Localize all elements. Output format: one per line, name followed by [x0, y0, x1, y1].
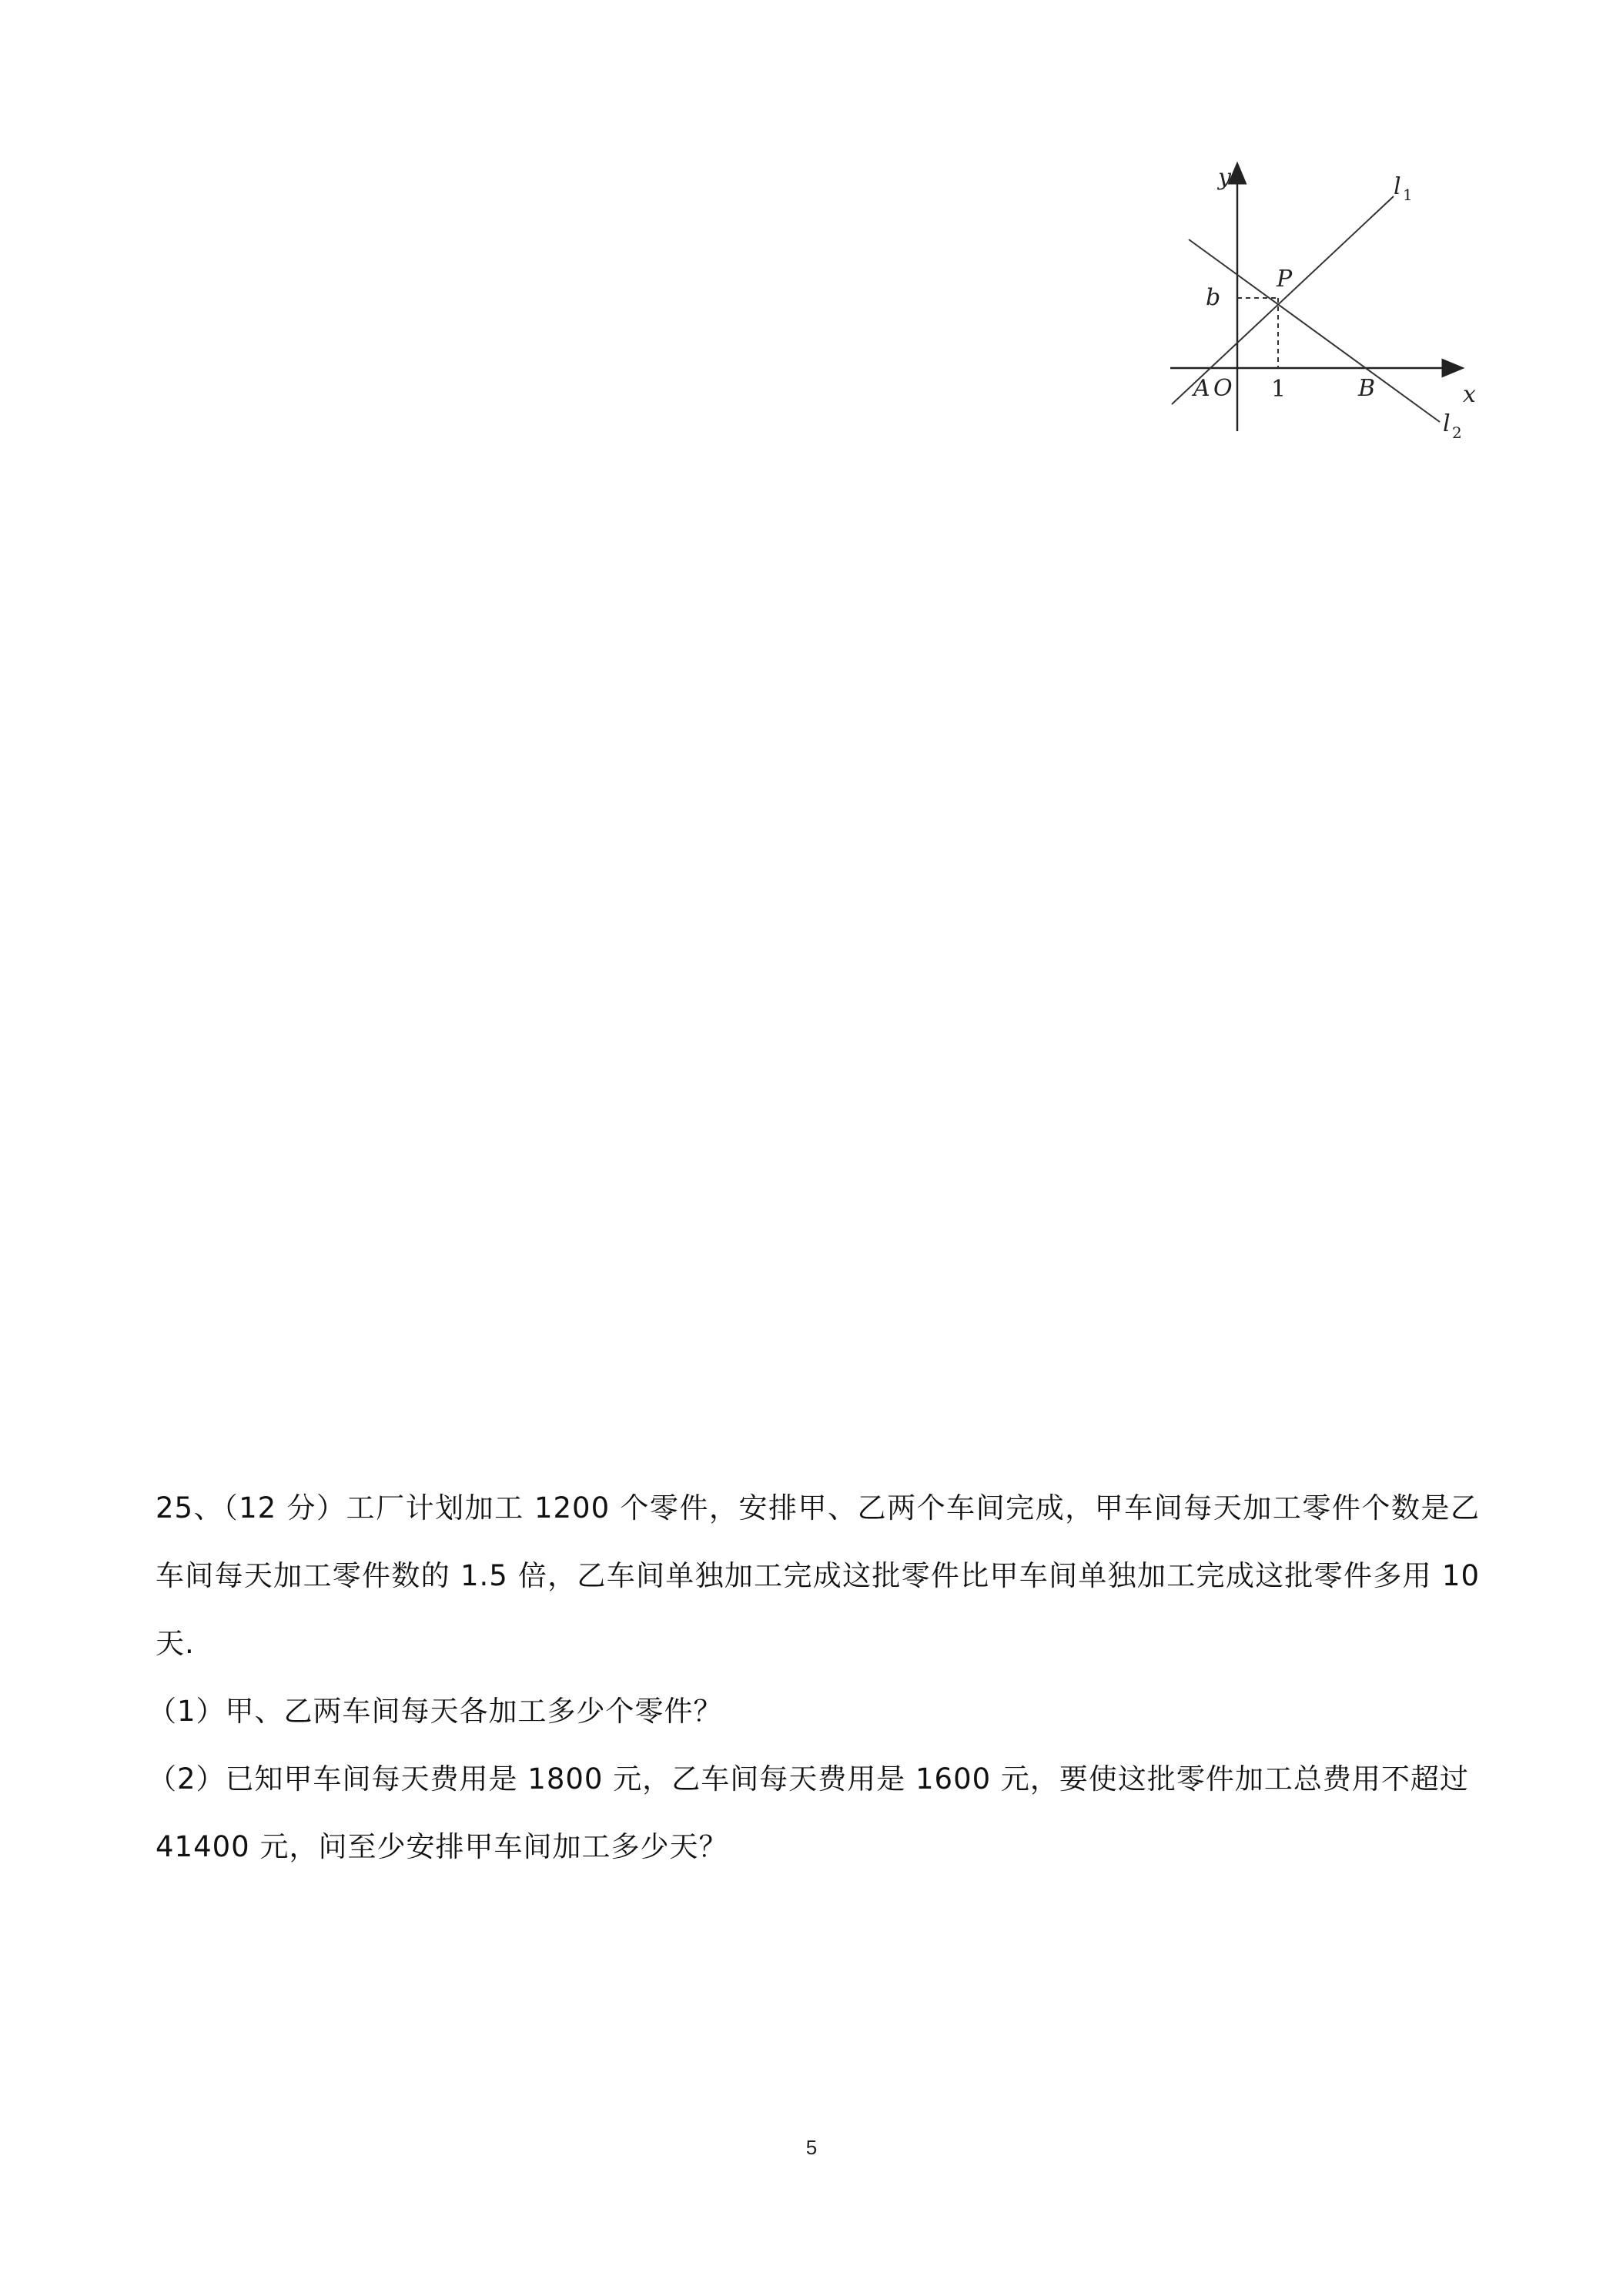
origin-label: O — [1213, 375, 1233, 402]
tick-one-label: 1 — [1271, 376, 1287, 403]
line1-label: l — [1394, 173, 1401, 200]
question-1: （1）甲、乙两车间每天各加工多少个零件？ — [148, 1695, 723, 1728]
line2-subscript: 2 — [1452, 423, 1462, 442]
page-number: 5 — [805, 2136, 818, 2159]
y-axis-label: y — [1218, 164, 1231, 191]
problem-stem: 25、（12 分）工厂计划加工 1200 个零件，安排甲、乙两个车间完成，甲车间每天加工零件个数是乙车间每天加工零件数的 1.5 倍，乙车间单独加工完成这批零件比甲车间单独加工完成这批零件多用 10 天. — [156, 1491, 1480, 1660]
x-axis-label: x — [1463, 381, 1476, 408]
line2-label: l — [1443, 410, 1451, 437]
point-a-label: A — [1193, 375, 1210, 402]
coordinate-figure-svg — [1155, 154, 1517, 454]
question-2: （2）已知甲车间每天费用是 1800 元，乙车间每天费用是 1600 元，要使这批零件加工总费用不超过 41400 元，问至少安排甲车间加工多少天？ — [148, 1762, 1469, 1863]
point-p-label: P — [1277, 266, 1293, 293]
problem-25 — [148, 1474, 1480, 1881]
b-value-label: b — [1206, 284, 1221, 311]
point-b-label: B — [1358, 375, 1376, 402]
line1-subscript: 1 — [1403, 186, 1413, 204]
coordinate-figure — [1155, 154, 1517, 454]
